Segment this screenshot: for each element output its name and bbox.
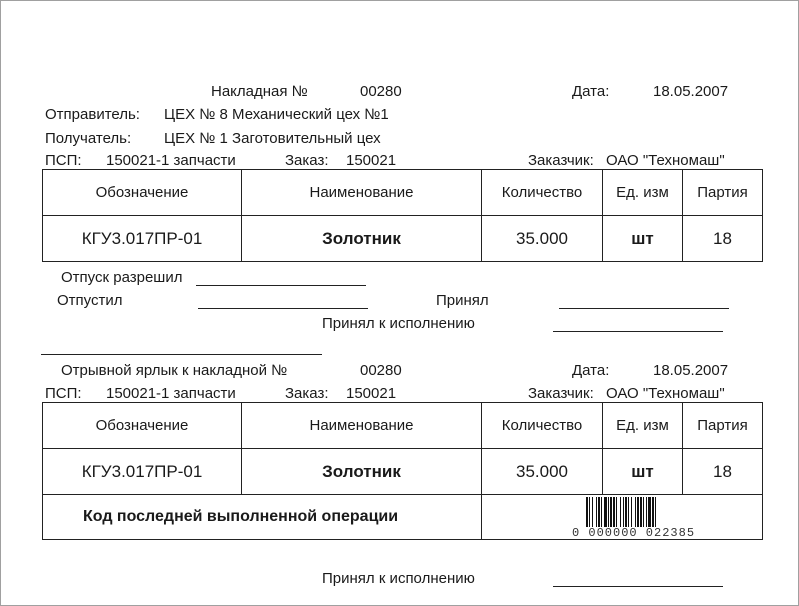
stub-customer-label: Заказчик:	[528, 385, 594, 402]
barcode-bar	[637, 497, 639, 527]
release-allowed-label: Отпуск разрешил	[61, 269, 183, 286]
sender-value: ЦЕХ № 8 Механический цех №1	[164, 106, 389, 123]
stub-psp-value: 150021-1 запчасти	[106, 385, 236, 402]
barcode-bar	[608, 497, 609, 527]
stub-order-value: 150021	[346, 385, 397, 402]
stub-cell-batch: 18	[683, 449, 763, 495]
header-name: Наименование	[242, 170, 482, 216]
stub-cell-quantity: 35.000	[482, 449, 603, 495]
stub-cell-name: Золотник	[242, 449, 482, 495]
order-value: 150021	[346, 152, 397, 169]
barcode-bar	[623, 497, 624, 527]
cell-name: Золотник	[242, 216, 482, 262]
barcode-bar	[592, 497, 593, 527]
psp-label: ПСП:	[45, 152, 82, 169]
barcode-bar	[628, 497, 629, 527]
barcode-bar	[652, 497, 654, 527]
barcode-bar	[640, 497, 642, 527]
stub-header-batch: Партия	[683, 403, 763, 449]
barcode-bar	[596, 497, 597, 527]
order-label: Заказ:	[285, 152, 329, 169]
stub-order-label: Заказ:	[285, 385, 329, 402]
invoice-number: 00280	[360, 83, 402, 100]
cell-unit: шт	[603, 216, 683, 262]
barcode-bar	[610, 497, 612, 527]
barcode-cell	[482, 495, 763, 540]
released-signature-line	[198, 308, 368, 309]
stub-customer-value: ОАО "Техномаш"	[606, 385, 725, 402]
cell-batch: 18	[683, 216, 763, 262]
barcode-bar	[586, 497, 588, 527]
barcode-bar	[620, 497, 621, 527]
barcode-bar	[598, 497, 600, 527]
released-label: Отпустил	[57, 292, 123, 309]
stub-number: 00280	[360, 362, 402, 379]
stub-cell-designation: КГУ3.017ПР-01	[43, 449, 242, 495]
barcode-bar	[631, 497, 632, 527]
stub-psp-label: ПСП:	[45, 385, 82, 402]
barcode-bar	[648, 497, 651, 527]
accepted-for-execution-label: Принял к исполнению	[322, 315, 475, 332]
barcode-bar	[613, 497, 615, 527]
receiver-label: Получатель:	[45, 130, 132, 147]
barcode-bar	[616, 497, 617, 527]
accepted-for-execution-line	[553, 331, 723, 332]
tear-off-line	[41, 354, 322, 355]
stub-label: Отрывной ярлык к накладной №	[61, 362, 288, 379]
barcode-bar	[604, 497, 607, 527]
stub-accepted-for-execution-line	[553, 586, 723, 587]
release-allowed-signature-line	[196, 285, 366, 286]
barcode-bar	[643, 497, 644, 527]
accepted-label: Принял	[436, 292, 489, 309]
customer-label: Заказчик:	[528, 152, 594, 169]
stub-code-row	[43, 495, 763, 540]
receiver-value: ЦЕХ № 1 Заготовительный цех	[164, 130, 381, 147]
accepted-signature-line	[559, 308, 729, 309]
table-row	[43, 216, 763, 262]
cell-designation: КГУ3.017ПР-01	[43, 216, 242, 262]
stub-header-designation: Обозначение	[43, 403, 242, 449]
stub-accepted-for-execution-label: Принял к исполнению	[322, 570, 475, 587]
items-table	[42, 169, 763, 262]
sender-label: Отправитель:	[45, 106, 140, 123]
header-designation: Обозначение	[43, 170, 242, 216]
stub-table-row	[43, 449, 763, 495]
header-batch: Партия	[683, 170, 763, 216]
header-quantity: Количество	[482, 170, 603, 216]
stub-date: 18.05.2007	[653, 362, 729, 379]
table-header-row	[43, 170, 763, 216]
barcode-bar	[655, 497, 656, 527]
stub-header-unit: Ед. изм	[603, 403, 683, 449]
stub-date-label: Дата:	[572, 362, 610, 379]
header-unit: Ед. изм	[603, 170, 683, 216]
invoice-label: Накладная №	[211, 83, 308, 100]
stub-cell-unit: шт	[603, 449, 683, 495]
barcode-bar	[589, 497, 590, 527]
psp-value: 150021-1 запчасти	[106, 152, 236, 169]
last-operation-label: Код последней выполненной операции	[43, 495, 482, 540]
barcode-bar	[625, 497, 627, 527]
stub-header-quantity: Количество	[482, 403, 603, 449]
stub-items-table	[42, 402, 763, 540]
date-label: Дата:	[572, 83, 610, 100]
customer-value: ОАО "Техномаш"	[606, 152, 725, 169]
barcode-bar	[601, 497, 602, 527]
barcode-bar	[646, 497, 647, 527]
invoice-date: 18.05.2007	[653, 83, 729, 100]
cell-quantity: 35.000	[482, 216, 603, 262]
barcode-bar	[635, 497, 636, 527]
stub-header-name: Наименование	[242, 403, 482, 449]
barcode-number: 0 000000 022385	[572, 526, 696, 540]
stub-table-header-row	[43, 403, 763, 449]
